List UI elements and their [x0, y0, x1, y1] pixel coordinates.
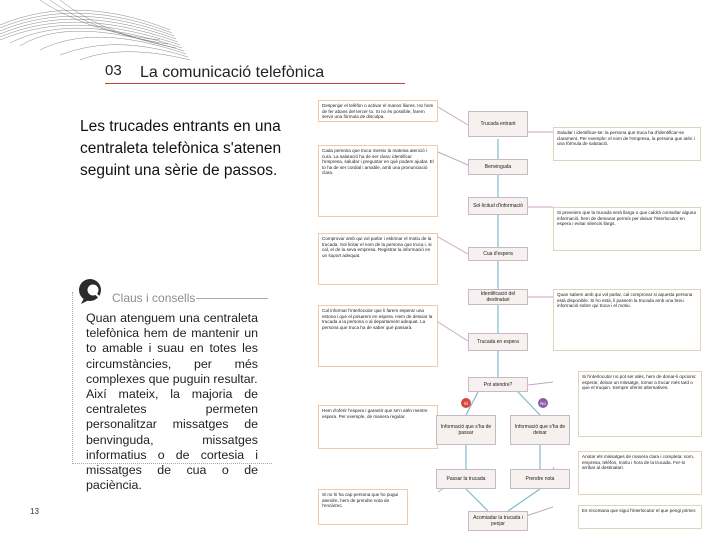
flow-note-left: Comprovar amb qui vol parlar i esbrinar el motiu de la trucada. Sol·licitar el nom de la persona que truca i, si cal, el de la seva empresa. Registrar la informació en un suport adequat.	[318, 233, 438, 285]
node-info-to-leave: Informació que s'ha de deixar	[510, 415, 570, 445]
flow-note-left: Hem d'oferir l'espera i garantir que se'n atén mentre espera. Per exemple, de manera regular.	[318, 405, 438, 449]
flow-note-right: Es recomana que sigui l'interlocutor el que pengi primer.	[578, 505, 702, 529]
flow-note-left: Despenjar el telèfon o activar el manos lliures. Ho hem de fer abans del tercer to. Si no és possible, farem servir una fórmula de disculpa.	[318, 100, 438, 122]
node-can-answer: Pot atendre?	[468, 377, 528, 392]
tips-text	[86, 311, 258, 493]
chapter-header	[105, 62, 405, 84]
flow-note-right: Quan sabem amb qui vol parlar, cal comprovar si aquesta persona està disponible. Si ho està, li passem la trucada amb una breu informació sobre qui truca i el motiu.	[553, 289, 701, 351]
flow-note-right: Saludar i identificar-se: la persona que truca ha d'identificar-se clarament. Per exemple: el nom de l'empresa, la persona que atén i una fórmula de salutació.	[553, 127, 701, 161]
tips-paragraph-1: Quan atenguem una centraleta telefònica hem de mantenir un to amable i suau en totes les circumstàncies, per més complexes que puguin resultar.	[86, 311, 258, 386]
node-information-request: Sol·licitud d'informació	[468, 197, 528, 215]
flow-note-right: Si preveiem que la trucada serà llarga o que caldrà consultar alguna informació, hem de demanar permís per deixar l'interlocutor en espera i evitar silencis llargs.	[553, 207, 701, 251]
flow-note-left: Si no hi ha cap persona que ho pugui atendre, hem de prendre nota de l'encàrrec.	[318, 489, 408, 525]
chapter-number: 03	[105, 62, 122, 79]
tips-title: Claus i consells	[112, 291, 196, 305]
intro-paragraph: Les trucades entrants en una centraleta telefònica s'atenen seguint una sèrie de passos.	[80, 118, 282, 179]
node-call-on-hold: Trucada en espera	[468, 333, 528, 351]
node-info-to-pass: Informació que s'ha de passar	[436, 415, 496, 445]
node-take-message: Prendre nota	[510, 469, 570, 489]
flow-note-left: Cal informar l'interlocutor que li farem esperar una estona i que el posarem en espera. Hem de desviar la trucada a la persona o al departament adequat. La persona que truca ha de saber què passarà.	[318, 305, 438, 367]
node-greeting: Benvinguda	[468, 159, 528, 175]
tips-title-rule	[196, 298, 268, 299]
chapter-title: La comunicació telefònica	[140, 64, 325, 81]
badge-no: No	[538, 398, 548, 408]
node-farewell: Acomiadar la trucada i penjar	[468, 511, 528, 531]
node-identify-recipient: Identificació del destinatari	[468, 289, 528, 305]
badge-yes: Sí	[461, 398, 471, 408]
flow-note-left: Cada persona que truca mereix la mateixa atenció i cura. La salutació ha de ser clara: identificar l'empresa, saludar i preguntar en què podem ajudar. El to ha de ser cordial i amable, amb una pronunciació clara.	[318, 145, 438, 217]
page-number: 13	[30, 507, 39, 516]
flow-note-right: Anotar els missatges de manera clara i completa: nom, empresa, telèfon, motiu i hora de la trucada. Fer-lo arribar al destinatari.	[578, 451, 702, 495]
call-flowchart	[318, 97, 718, 535]
tips-paragraph-2: Així mateix, la majoria de centraletes permeten personalitzar missatges de benvinguda, missatges informatius o de cortesia i missatges de cua o de paciència.	[86, 387, 258, 493]
node-queue: Cua d'espera	[468, 247, 528, 261]
flow-note-right: Si l'interlocutor no pot ser atès, hem de donar-li opcions: esperar, deixar un missatge, tornar a trucar més tard o que el truquin. Sempre oferint alternatives.	[578, 371, 702, 437]
node-pass-call: Passar la trucada	[436, 469, 496, 489]
speech-bubble-icon	[76, 277, 106, 305]
node-incoming-call: Trucada entrant	[468, 111, 528, 137]
